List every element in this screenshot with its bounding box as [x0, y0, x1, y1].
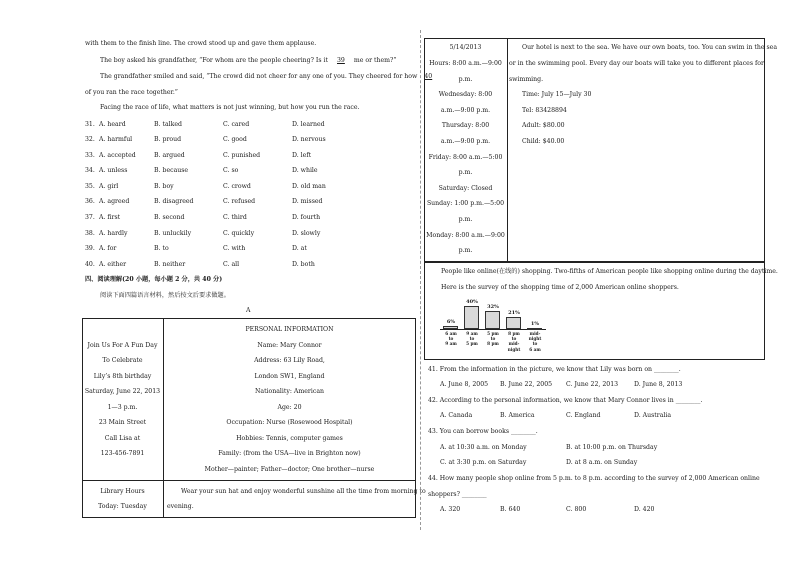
choice-num: 32.	[85, 136, 95, 143]
choice-a: A. girl	[99, 183, 119, 190]
choice-c: C. third	[223, 214, 247, 221]
personal-line: Age: 20	[277, 404, 302, 411]
choice-b: B. second	[154, 214, 185, 221]
library-today: Today: Tuesday	[98, 503, 147, 510]
personal-line: Mother—painter; Father—doctor; One brother—nurse	[204, 466, 375, 473]
hours-date: 5/14/2013	[449, 44, 482, 51]
question-44: 44. How many people shop online from 5 p.m. to 8 p.m. according to the survey of 2,000 American online	[428, 475, 760, 482]
shopping-time-chart	[436, 298, 566, 358]
section-heading: 四、阅读理解(20 小题，每小题 2 分，共 40 分)	[85, 276, 223, 283]
choice-c: C. with	[223, 245, 246, 252]
party-line: 23 Main Street	[98, 419, 147, 426]
hours-line: Saturday: Closed	[438, 185, 493, 192]
choice-c: C. so	[223, 167, 239, 174]
question-43: 43. You can borrow books ________.	[428, 428, 538, 435]
q42-option-c: C. England	[566, 412, 601, 419]
choice-b: B. to	[154, 245, 169, 252]
q43-option-a: A. at 10:30 a.m. on Monday	[440, 444, 527, 451]
passage-label: A	[246, 307, 251, 314]
choice-a: A. first	[99, 214, 121, 221]
hours-line: p.m.	[458, 76, 473, 83]
choice-b: B. unluckily	[154, 230, 192, 237]
hotel-time: Time: July 15—July 30	[522, 91, 592, 98]
chart-category-label: 5 pm to 8 pm	[487, 331, 499, 347]
choice-b: B. proud	[154, 136, 182, 143]
q44-option-c: C. 800	[566, 506, 587, 513]
q43-option-c: C. at 3:30 p.m. on Saturday	[440, 459, 527, 466]
hours-line: p.m.	[458, 216, 473, 223]
section-instruction: 阅读下面四篇语言材料，然后按文后要求做题。	[100, 292, 230, 299]
blank-40: 40	[424, 73, 433, 80]
chart-value-label: 21%	[508, 310, 520, 316]
q41-option-a: A. June 8, 2005	[440, 381, 489, 388]
personal-line: London SW1, England	[254, 373, 325, 380]
chart-category-label: 9 am to 5 pm	[466, 331, 478, 347]
choice-a: A. for	[99, 245, 117, 252]
choice-num: 40.	[85, 261, 95, 268]
hotel-line: swimming.	[509, 76, 544, 83]
choice-a: A. hardly	[99, 230, 128, 237]
hours-line: p.m.	[458, 247, 473, 254]
hours-line: Monday: 8:00 a.m.—9:00	[426, 232, 505, 239]
chart-bar	[506, 317, 521, 329]
column-divider	[420, 30, 421, 530]
hours-line: Hours: 8:00 a.m.—9:00	[429, 60, 502, 67]
party-line: Call Lisa at	[104, 435, 141, 442]
personal-title: PERSONAL INFORMATION	[245, 326, 334, 333]
question-41: 41. From the information in the picture, we know that Lily was born on ________.	[428, 366, 681, 373]
choice-d: D. slowly	[292, 230, 321, 237]
choice-d: D. both	[292, 261, 315, 268]
chart-bar	[485, 311, 500, 329]
sunhat-text: Wear your sun hat and enjoy wonderful sunshine all the time from morning to	[181, 488, 426, 495]
online-line-1: People like online(在线的) shopping. Two-fifths of American people like shopping online during the daytime.	[441, 268, 778, 275]
chart-value-label: 40%	[466, 299, 478, 305]
q42-option-b: B. America	[500, 412, 535, 419]
hours-hotel-box	[424, 38, 765, 262]
chart-bar	[464, 306, 479, 329]
choice-c: C. good	[223, 136, 247, 143]
choice-d: D. left	[292, 152, 312, 159]
personal-line: Name: Mary Connor	[257, 342, 322, 349]
choice-c: C. punished	[223, 152, 261, 159]
choice-num: 36.	[85, 198, 95, 205]
sunhat-text-2: evening.	[167, 503, 194, 510]
party-line: To Celebrate	[102, 357, 143, 364]
hotel-line: Our hotel is next to the sea. We have our own boats, too. You can swim in the sea	[522, 44, 778, 51]
choice-num: 38.	[85, 230, 95, 237]
q42-option-d: D. Australia	[634, 412, 672, 419]
choice-b: B. boy	[154, 183, 174, 190]
question-44-cont: shoppers? ________	[428, 491, 487, 498]
hotel-line: or in the swimming pool. Every day our boats will take you to different places for	[509, 60, 764, 67]
q41-option-c: C. June 22, 2013	[566, 381, 619, 388]
hotel-tel: Tel: 83428894	[522, 107, 567, 114]
q42-option-a: A. Canada	[440, 412, 473, 419]
choice-a: A. either	[99, 261, 127, 268]
choice-d: D. old man	[292, 183, 326, 190]
party-line: 1—3 p.m.	[107, 404, 138, 411]
party-line: Lily’s 8th birthday	[93, 373, 152, 380]
choice-b: B. argued	[154, 152, 185, 159]
passage-line-3: The grandfather smiled and said, “The crowd did not cheer for any one of you. They cheered for how 40	[100, 73, 437, 81]
hours-line: a.m.—9:00 p.m.	[440, 107, 491, 114]
online-line-2: Here is the survey of the shopping time of 2,000 American online shoppers.	[441, 284, 679, 291]
choice-d: D. nervous	[292, 136, 326, 143]
q41-option-b: B. June 22, 2005	[500, 381, 553, 388]
hours-line: Sunday: 1:00 p.m.—5:00	[426, 200, 505, 207]
choice-b: B. neither	[154, 261, 186, 268]
choice-num: 34.	[85, 167, 95, 174]
personal-line: Hobbies: Tennis, computer games	[236, 435, 343, 442]
party-line: 123-456-7891	[100, 450, 145, 457]
personal-line: Occupation: Nurse (Rosewood Hospital)	[226, 419, 353, 426]
choice-d: D. learned	[292, 121, 325, 128]
personal-line: Family: (from the USA—live in Brighton now)	[218, 450, 361, 457]
choice-a: A. agreed	[99, 198, 130, 205]
party-line: Saturday, June 22, 2013	[84, 388, 161, 395]
personal-line: Address: 63 Lily Road,	[254, 357, 325, 364]
hotel-child: Child: $40.00	[522, 138, 565, 145]
hotel-adult: Adult: $80.00	[522, 122, 565, 129]
chart-value-label: 32%	[487, 304, 499, 310]
choice-c: C. cared	[223, 121, 250, 128]
choice-num: 35.	[85, 183, 95, 190]
passage-line-5: Facing the race of life, what matters is not just winning, but how you run the race.	[100, 104, 360, 111]
choice-d: D. while	[292, 167, 318, 174]
hours-line: a.m.—9:00 p.m.	[440, 138, 491, 145]
choice-a: A. harmful	[99, 136, 133, 143]
choice-b: B. because	[154, 167, 189, 174]
passage-line-2: The boy asked his grandfather, “For whom are the people cheering? Is it 39 me or them?”	[100, 57, 397, 64]
q44-option-a: A. 320	[440, 506, 461, 513]
personal-line: Nationality: American	[254, 388, 325, 395]
choice-a: A. heard	[99, 121, 126, 128]
hours-line: p.m.	[458, 169, 473, 176]
q43-option-d: D. at 8 a.m. on Sunday	[566, 459, 638, 466]
choice-c: C. refused	[223, 198, 256, 205]
choice-num: 31.	[85, 121, 95, 128]
hours-line: Thursday: 8:00	[441, 122, 490, 129]
choice-num: 33.	[85, 152, 95, 159]
q41-option-d: D. June 8, 2013	[634, 381, 683, 388]
chart-bar	[527, 328, 542, 330]
choice-num: 39.	[85, 245, 95, 252]
hours-line: Friday: 8:00 a.m.—5:00	[428, 154, 503, 161]
choice-c: C. quickly	[223, 230, 255, 237]
hours-line: Wednesday: 8:00	[438, 91, 493, 98]
passage-line-1: with them to the finish line. The crowd stood up and gave them applause.	[85, 40, 317, 47]
party-line: Join Us For A Fun Day	[87, 342, 158, 349]
choice-c: C. crowd	[223, 183, 251, 190]
library-hours-label: Library Hours	[100, 488, 145, 495]
q43-option-b: B. at 10:00 p.m. on Thursday	[566, 444, 658, 451]
chart-bar	[443, 326, 458, 329]
choice-b: B. disagreed	[154, 198, 194, 205]
choice-a: A. accepted	[99, 152, 136, 159]
chart-value-label: 6%	[446, 319, 456, 325]
chart-category-label: 6 am to 9 am	[445, 331, 457, 347]
choice-d: D. at	[292, 245, 307, 252]
choice-num: 37.	[85, 214, 95, 221]
passage-line-4: of you ran the race together.”	[85, 89, 178, 96]
q44-option-b: B. 640	[500, 506, 521, 513]
q44-option-d: D. 420	[634, 506, 655, 513]
choice-d: D. fourth	[292, 214, 321, 221]
question-42: 42. According to the personal information, we know that Mary Connor lives in ________.	[428, 397, 703, 404]
chart-value-label: 1%	[530, 321, 540, 327]
choice-b: B. talked	[154, 121, 183, 128]
chart-category-label: mid- night to 6 am	[528, 331, 542, 352]
choice-c: C. all	[223, 261, 240, 268]
choice-a: A. unless	[99, 167, 128, 174]
chart-category-label: 8 pm to mid- night	[507, 331, 521, 352]
blank-39: 39	[337, 57, 345, 64]
choice-d: D. missed	[292, 198, 323, 205]
